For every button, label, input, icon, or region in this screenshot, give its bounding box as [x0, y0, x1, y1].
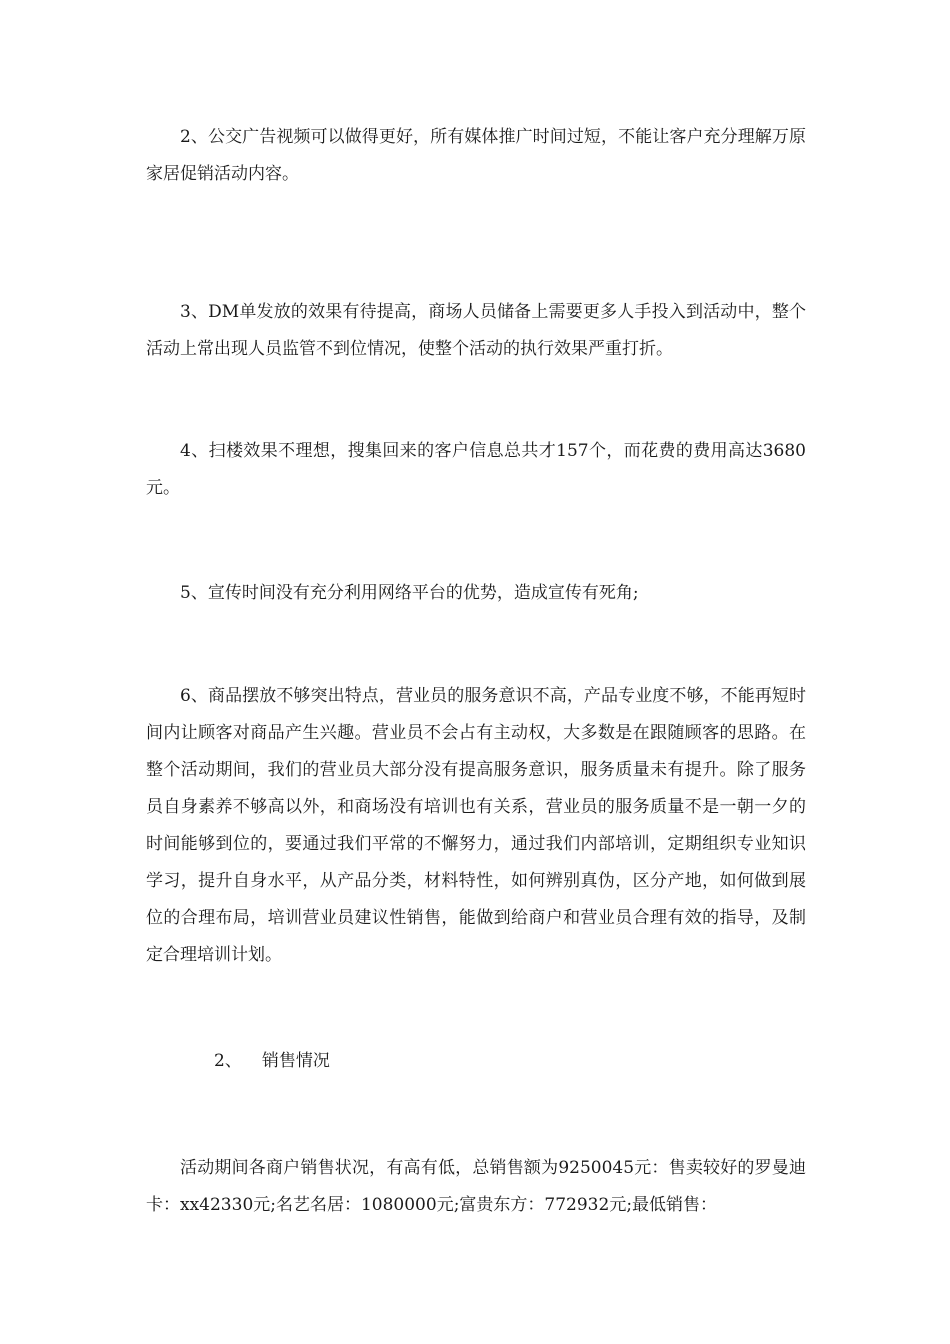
paragraph-sales-summary: 活动期间各商户销售状况，有高有低，总销售额为9250045元：售卖较好的罗曼迪卡：xx42330元;名艺名居：1080000元;富贵东方：772932元;最低销售：: [146, 1158, 806, 1215]
section-heading-sales: [146, 1043, 806, 1080]
paragraph-bus-ads: 2、公交广告视频可以做得更好，所有媒体推广时间过短，不能让客户充分理解万原家居促销活动内容。: [146, 127, 806, 184]
section-heading-title: 销售情况: [261, 1051, 330, 1071]
section-heading-number: 2、: [214, 1051, 242, 1071]
paragraph-building-sweep: 4、扫楼效果不理想，搜集回来的客户信息总共才157个，而花费的费用高达3680元。: [146, 441, 806, 498]
paragraph-online-platform: 5、宣传时间没有充分利用网络平台的优势，造成宣传有死角;: [180, 583, 639, 603]
paragraph-dm-flyers: 3、DM单发放的效果有待提高，商场人员储备上需要更多人手投入到活动中，整个活动上常出现人员监管不到位情况，使整个活动的执行效果严重打折。: [146, 302, 806, 359]
paragraph-staff-service: 6、商品摆放不够突出特点，营业员的服务意识不高，产品专业度不够，不能再短时间内让顾客对商品产生兴趣。营业员不会占有主动权，大多数是在跟随顾客的思路。在整个活动期间，我们的营业员大部分没有提高服务意识，服务质量未有提升。除了服务员自身素养不够高以外，和商场没有培训也有关系，营业员的服务质量不是一朝一夕的时间能够到位的，要通过我们平常的不懈努力，通过我们内部培训，定期组织专业知识学习，提升自身水平，从产品分类，材料特性，如何辨别真伪，区分产地，如何做到展位的合理布局，培训营业员建议性销售，能做到给商户和营业员合理有效的指导，及制定合理培训计划。: [146, 686, 806, 965]
